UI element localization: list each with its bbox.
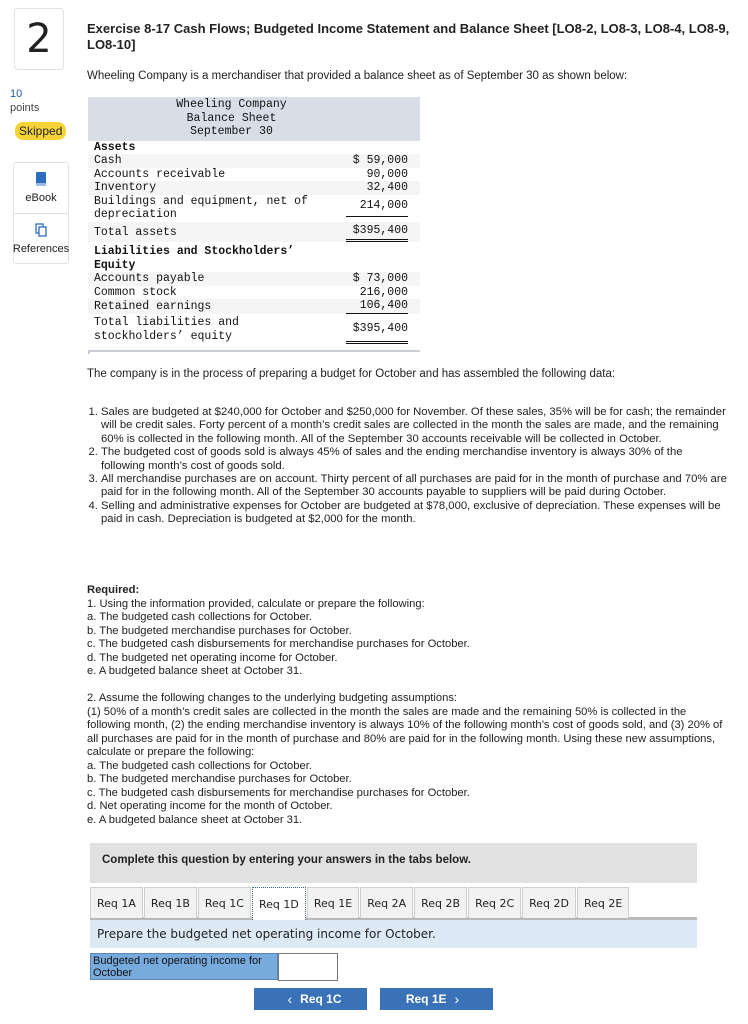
requirement-tabs [90, 887, 697, 920]
copy-pages-icon [35, 223, 47, 240]
table-scroll-edge [88, 350, 420, 354]
part2-intro: 2. Assume the following changes to the underlying budgeting assumptions: [87, 692, 458, 704]
list-item: d. Net operating income for the month of October. [87, 800, 333, 812]
list-item: a. The budgeted cash collections for October. [87, 759, 312, 772]
list-item: d. The budgeted net operating income for October. [87, 651, 338, 664]
list-item: 3. All merchandise purchases are on account. Thirty percent of all purchases are paid for in the month of purchase and 70% are paid for in the following month. All of the September 30 accounts payable to suppliers will be paid during October. [101, 473, 727, 500]
statement-name: Balance Sheet [186, 111, 277, 125]
ebook-label: eBook [25, 192, 57, 204]
tab-req-1c[interactable]: Req 1C [198, 887, 251, 918]
table-row: Inventory 32,400 [88, 181, 420, 195]
tab-req-2a[interactable]: Req 2A [360, 887, 413, 918]
book-icon [35, 172, 47, 189]
tab-req-2c[interactable]: Req 2C [468, 887, 521, 918]
references-label: References [12, 242, 70, 255]
exercise-title: Exercise 8-17 Cash Flows; Budgeted Income Statement and Balance Sheet [LO8-2, LO8-3, LO8-4, LO8-9, LO8-10] [87, 21, 730, 52]
ebook-button[interactable] [14, 163, 68, 213]
references-button[interactable] [14, 213, 68, 263]
list-item: e. A budgeted balance sheet at October 31. [87, 813, 303, 826]
table-row: Retained earnings 106,400 [88, 299, 420, 314]
table-row-total: Total liabilities and stockholders’ equity $395,400 [88, 314, 420, 345]
list-item: c. The budgeted cash disbursements for merchandise purchases for October. [87, 786, 470, 799]
table-row-total: Total assets $395,400 [88, 222, 420, 243]
tab-req-1a[interactable]: Req 1A [90, 887, 143, 918]
list-item: 2. The budgeted cost of goods sold is always 45% of sales and the ending merchandise inventory is always 30% of the following month’s cost of goods sold. [101, 446, 727, 473]
liabilities-heading: Liabilities and Stockholders’ Equity [94, 245, 295, 272]
status-badge: Skipped [15, 122, 66, 140]
list-item: c. The budgeted cash disbursements for merchandise purchases for October. [87, 638, 470, 650]
list-item: e. A budgeted balance sheet at October 31. [87, 665, 303, 677]
points-label: points [10, 102, 40, 114]
assets-heading: Assets [94, 140, 136, 154]
tab-req-1e[interactable]: Req 1E [307, 887, 359, 918]
part2-text: (1) 50% of a month’s credit sales are collected in the month the sales are made and the remaining 50% is collected in the following month, (2) the ending merchandise inventory is always 10% of the following month’s cost of goods sold, and (3) 20% of all purchases are paid for in the month of purchase and 80% are paid for in the following month. Using these new assumptions, calculate or prepare the following: [87, 705, 723, 758]
next-req-button[interactable]: Req 1E › [380, 988, 493, 1010]
statement-date: September 30 [190, 125, 273, 138]
tab-req-2b[interactable]: Req 2B [414, 887, 467, 918]
required-heading: Required: [87, 584, 140, 596]
budget-intro: The company is in the process of preparing a budget for October and has assembled the following data: [87, 368, 616, 380]
complete-prompt: Complete this question by entering your answers in the tabs below. [90, 843, 697, 883]
table-row: Cash $ 59,000 [88, 154, 420, 168]
table-row: Accounts receivable 90,000 [88, 168, 420, 182]
chevron-right-icon: › [454, 991, 460, 1007]
list-item: b. The budgeted merchandise purchases for October. [87, 624, 352, 637]
budget-data-list [87, 406, 727, 527]
answer-field-label: Budgeted net operating income for October [90, 953, 278, 980]
list-item: 1. Sales are budgeted at $240,000 for October and $250,000 for November. Of these sales, 35% will be for cash; the remainder will be credit sales. Forty percent of a month’s credit sales are collected in the month the sales are made, and the remaining 60% is collected in the following month. All of the September 30 accounts receivable will be collected in October. [101, 406, 727, 446]
tools-panel [13, 162, 69, 264]
intro-text: Wheeling Company is a merchandiser that provided a balance sheet as of September 30 as shown below: [87, 70, 628, 82]
tab-req-2e[interactable]: Req 2E [577, 887, 629, 918]
prev-req-button[interactable]: ‹ Req 1C [254, 988, 367, 1010]
list-item: b. The budgeted merchandise purchases for October. [87, 773, 352, 785]
chevron-left-icon: ‹ [287, 991, 293, 1007]
table-row: Accounts payable $ 73,000 [88, 272, 420, 286]
part1-intro: 1. Using the information provided, calculate or prepare the following: [87, 597, 425, 610]
required-part-2 [87, 692, 727, 827]
balance-sheet-header [88, 97, 420, 141]
list-item: a. The budgeted cash collections for October. [87, 611, 312, 623]
tab-req-1d[interactable]: Req 1D [252, 887, 306, 920]
table-row: Buildings and equipment, net of depreciation 214,000 [88, 195, 420, 222]
net-operating-income-input[interactable] [278, 953, 338, 981]
question-number: 2 [14, 8, 64, 70]
points-panel [10, 88, 80, 140]
tab-req-1b[interactable]: Req 1B [144, 887, 197, 918]
company-name: Wheeling Company [176, 98, 287, 111]
points-value: 10 [10, 88, 23, 100]
table-row: Common stock 216,000 [88, 286, 420, 300]
tab-req-2d[interactable]: Req 2D [522, 887, 576, 918]
tab-instruction: Prepare the budgeted net operating income for October. [90, 920, 697, 948]
required-part-1 [87, 584, 727, 679]
balance-sheet-table [88, 97, 420, 354]
list-item: 4. Selling and administrative expenses for October are budgeted at $78,000, exclusive of depreciation. These expenses will be paid in cash. Depreciation is budgeted at $2,000 for the month. [101, 500, 727, 527]
